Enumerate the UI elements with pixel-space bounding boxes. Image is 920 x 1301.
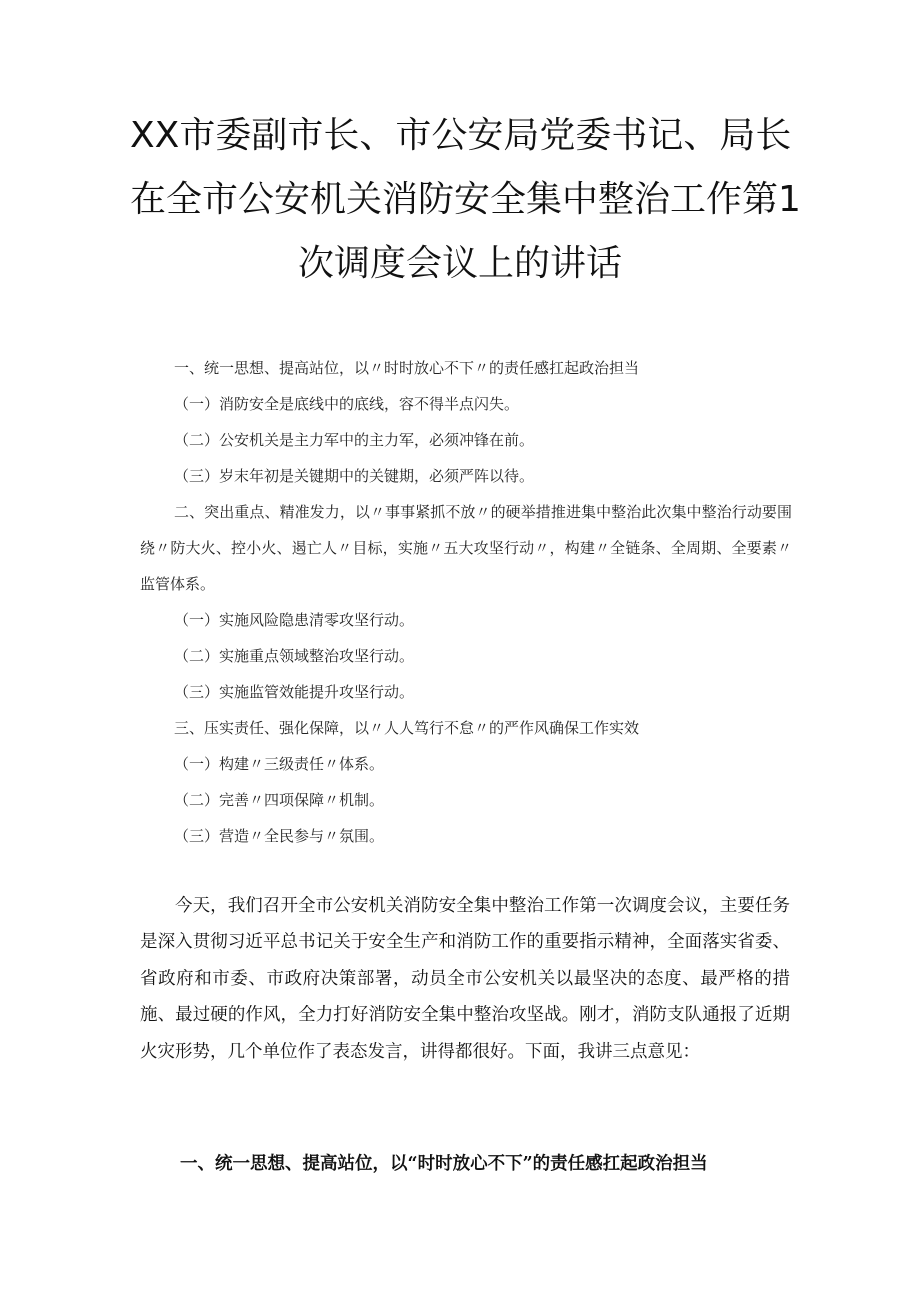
outline-summary xyxy=(140,350,800,854)
outline-item-2-3: （三）实施监管效能提升攻坚行动。 xyxy=(174,683,415,701)
intro-paragraph: 今天，我们召开全市公安机关消防安全集中整治工作第一次调度会议，主要任务是深入贯彻习近平总书记关于安全生产和消防工作的重要指示精神，全面落实省委、省政府和市委、市政府决策部署，动员全市公安机关以最坚决的态度、最严格的措施、最过硬的作风，全力打好消防安全集中整治攻坚战。刚才，消防支队通报了近期火灾形势，几个单位作了表态发言，讲得都很好。下面，我讲三点意见： xyxy=(140,896,790,1062)
outline-section-3: 三、压实责任、强化保障，以〃人人笃行不怠〃的严作风确保工作实效 xyxy=(174,719,640,737)
outline-item-3-3: （三）营造〃全民参与〃氛围。 xyxy=(174,827,385,845)
outline-section-1: 一、统一思想、提高站位，以〃时时放心不下〃的责任感扛起政治担当 xyxy=(174,359,640,377)
outline-item-1-2: （二）公安机关是主力军中的主力军，必须冲锋在前。 xyxy=(174,431,535,449)
title-line-2: 在全市公安机关消防安全集中整治工作第1 xyxy=(130,179,801,220)
title-line-1: XX市委副市长、市公安局党委书记、局长 xyxy=(130,115,792,156)
section-heading-1: 一、统一思想、提高站位，以“时时放心不下”的责任感扛起政治担当 xyxy=(180,1154,708,1174)
outline-item-1-3: （三）岁末年初是关键期中的关键期，必须严阵以待。 xyxy=(174,467,535,485)
title-line-3: 次调度会议上的讲话 xyxy=(297,243,622,284)
outline-item-3-1: （一）构建〃三级责任〃体系。 xyxy=(174,755,385,773)
outline-item-1-1: （一）消防安全是底线中的底线，容不得半点闪失。 xyxy=(174,395,520,413)
outline-section-2: 二、突出重点、精准发力，以〃事事紧抓不放〃的硬举措推进集中整治此次集中整治行动要围绕〃防大火、控小火、遏亡人〃目标，实施〃五大攻坚行动〃，构建〃全链条、全周期、全要素〃监管体系。 xyxy=(140,503,792,593)
outline-item-2-2: （二）实施重点领域整治攻坚行动。 xyxy=(174,647,415,665)
outline-item-2-1: （一）实施风险隐患清零攻坚行动。 xyxy=(174,611,415,629)
document-title xyxy=(130,104,801,296)
outline-item-3-2: （二）完善〃四项保障〃机制。 xyxy=(174,791,385,809)
